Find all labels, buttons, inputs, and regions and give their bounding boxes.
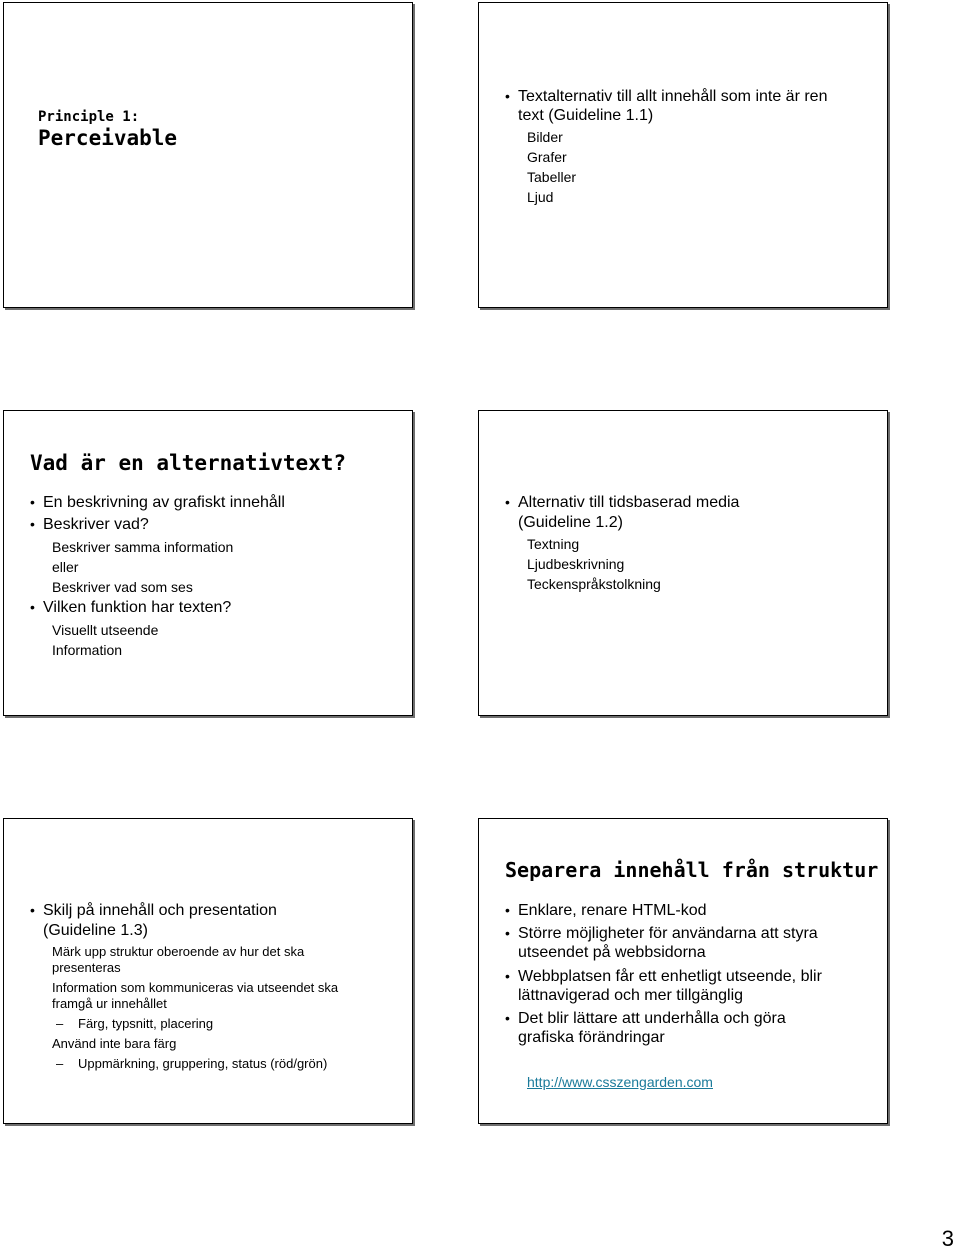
bullet-dot-icon: • <box>505 902 510 918</box>
bullet-dot-icon: • <box>30 516 35 532</box>
bullet-item: • Vilken funktion har texten? <box>30 599 232 616</box>
slide-5 <box>3 818 413 1124</box>
sub-item: Använd inte bara färg <box>52 1036 177 1051</box>
sub-item: Ljudbeskrivning <box>527 556 625 572</box>
slide-6-title: Separera innehåll från struktur <box>505 858 879 882</box>
slide-2 <box>478 2 888 308</box>
csszengarden-link[interactable]: http://www.csszengarden.com <box>527 1074 713 1090</box>
slide-6 <box>478 818 888 1124</box>
bullet-item-continuation: lättnavigerad och mer tillgänglig <box>518 987 744 1004</box>
bullet-item: • Enklare, renare HTML-kod <box>505 902 707 919</box>
bullet-dot-icon: • <box>505 968 510 984</box>
bullet-dot-icon: • <box>505 1010 510 1026</box>
bullet-item-continuation: text (Guideline 1.1) <box>518 107 654 124</box>
slide-1 <box>3 2 413 308</box>
sub-item: Bilder <box>527 129 563 145</box>
sub-item: Märk upp struktur oberoende av hur det ska <box>52 944 305 959</box>
slide-1-title: Perceivable <box>38 126 178 150</box>
slide-3 <box>3 410 413 716</box>
bullet-dot-icon: • <box>505 494 510 510</box>
dash-item: – Färg, typsnitt, placering <box>56 1016 214 1031</box>
bullet-item: • Beskriver vad? <box>30 516 149 533</box>
page-number: 3 <box>941 1226 954 1251</box>
sub-item-continuation: framgå ur innehållet <box>52 996 167 1011</box>
bullet-item: • Skilj på innehåll och presentation <box>30 902 277 919</box>
bullet-dot-icon: • <box>30 902 35 918</box>
dash-item: – Uppmärkning, gruppering, status (röd/grön) <box>56 1056 328 1071</box>
sub-item: Information som kommuniceras via utseendet ska <box>52 980 339 995</box>
slide-4 <box>478 410 888 716</box>
bullet-dot-icon: • <box>30 599 35 615</box>
sub-item: Tabeller <box>527 169 577 185</box>
bullet-dot-icon: • <box>505 925 510 941</box>
bullet-item: • Större möjligheter för användarna att styra <box>505 925 818 942</box>
sub-item: Beskriver vad som ses <box>52 579 193 595</box>
bullet-dot-icon: • <box>30 494 35 510</box>
dash-marker-icon: – <box>56 1056 64 1071</box>
bullet-item: • Alternativ till tidsbaserad media <box>505 494 740 511</box>
bullet-item-continuation: (Guideline 1.3) <box>43 922 148 939</box>
sub-item: Textning <box>527 536 580 552</box>
bullet-item-continuation: (Guideline 1.2) <box>518 514 623 531</box>
dash-marker-icon: – <box>56 1016 64 1031</box>
sub-item: Visuellt utseende <box>52 622 159 638</box>
bullet-item-continuation: utseendet på webbsidorna <box>518 944 706 961</box>
sub-item: Ljud <box>527 189 554 205</box>
slide-3-title: Vad är en alternativtext? <box>30 451 347 475</box>
bullet-item-continuation: grafiska förändringar <box>518 1029 665 1046</box>
bullet-item: • Det blir lättare att underhålla och göra <box>505 1010 786 1027</box>
sub-item: Teckenspråkstolkning <box>527 576 661 592</box>
slide-1-kicker: Principle 1: <box>38 109 140 125</box>
sub-item: eller <box>52 559 79 575</box>
bullet-dot-icon: • <box>505 88 510 104</box>
sub-item-continuation: presenteras <box>52 960 121 975</box>
bullet-item: • En beskrivning av grafiskt innehåll <box>30 494 285 511</box>
sub-item: Grafer <box>527 149 567 165</box>
sub-item: Information <box>52 642 123 658</box>
sub-item: Beskriver samma information <box>52 539 234 555</box>
bullet-item: • Webbplatsen får ett enhetligt utseende, blir <box>505 968 822 985</box>
bullet-item: • Textalternativ till allt innehåll som inte är ren <box>505 88 828 105</box>
